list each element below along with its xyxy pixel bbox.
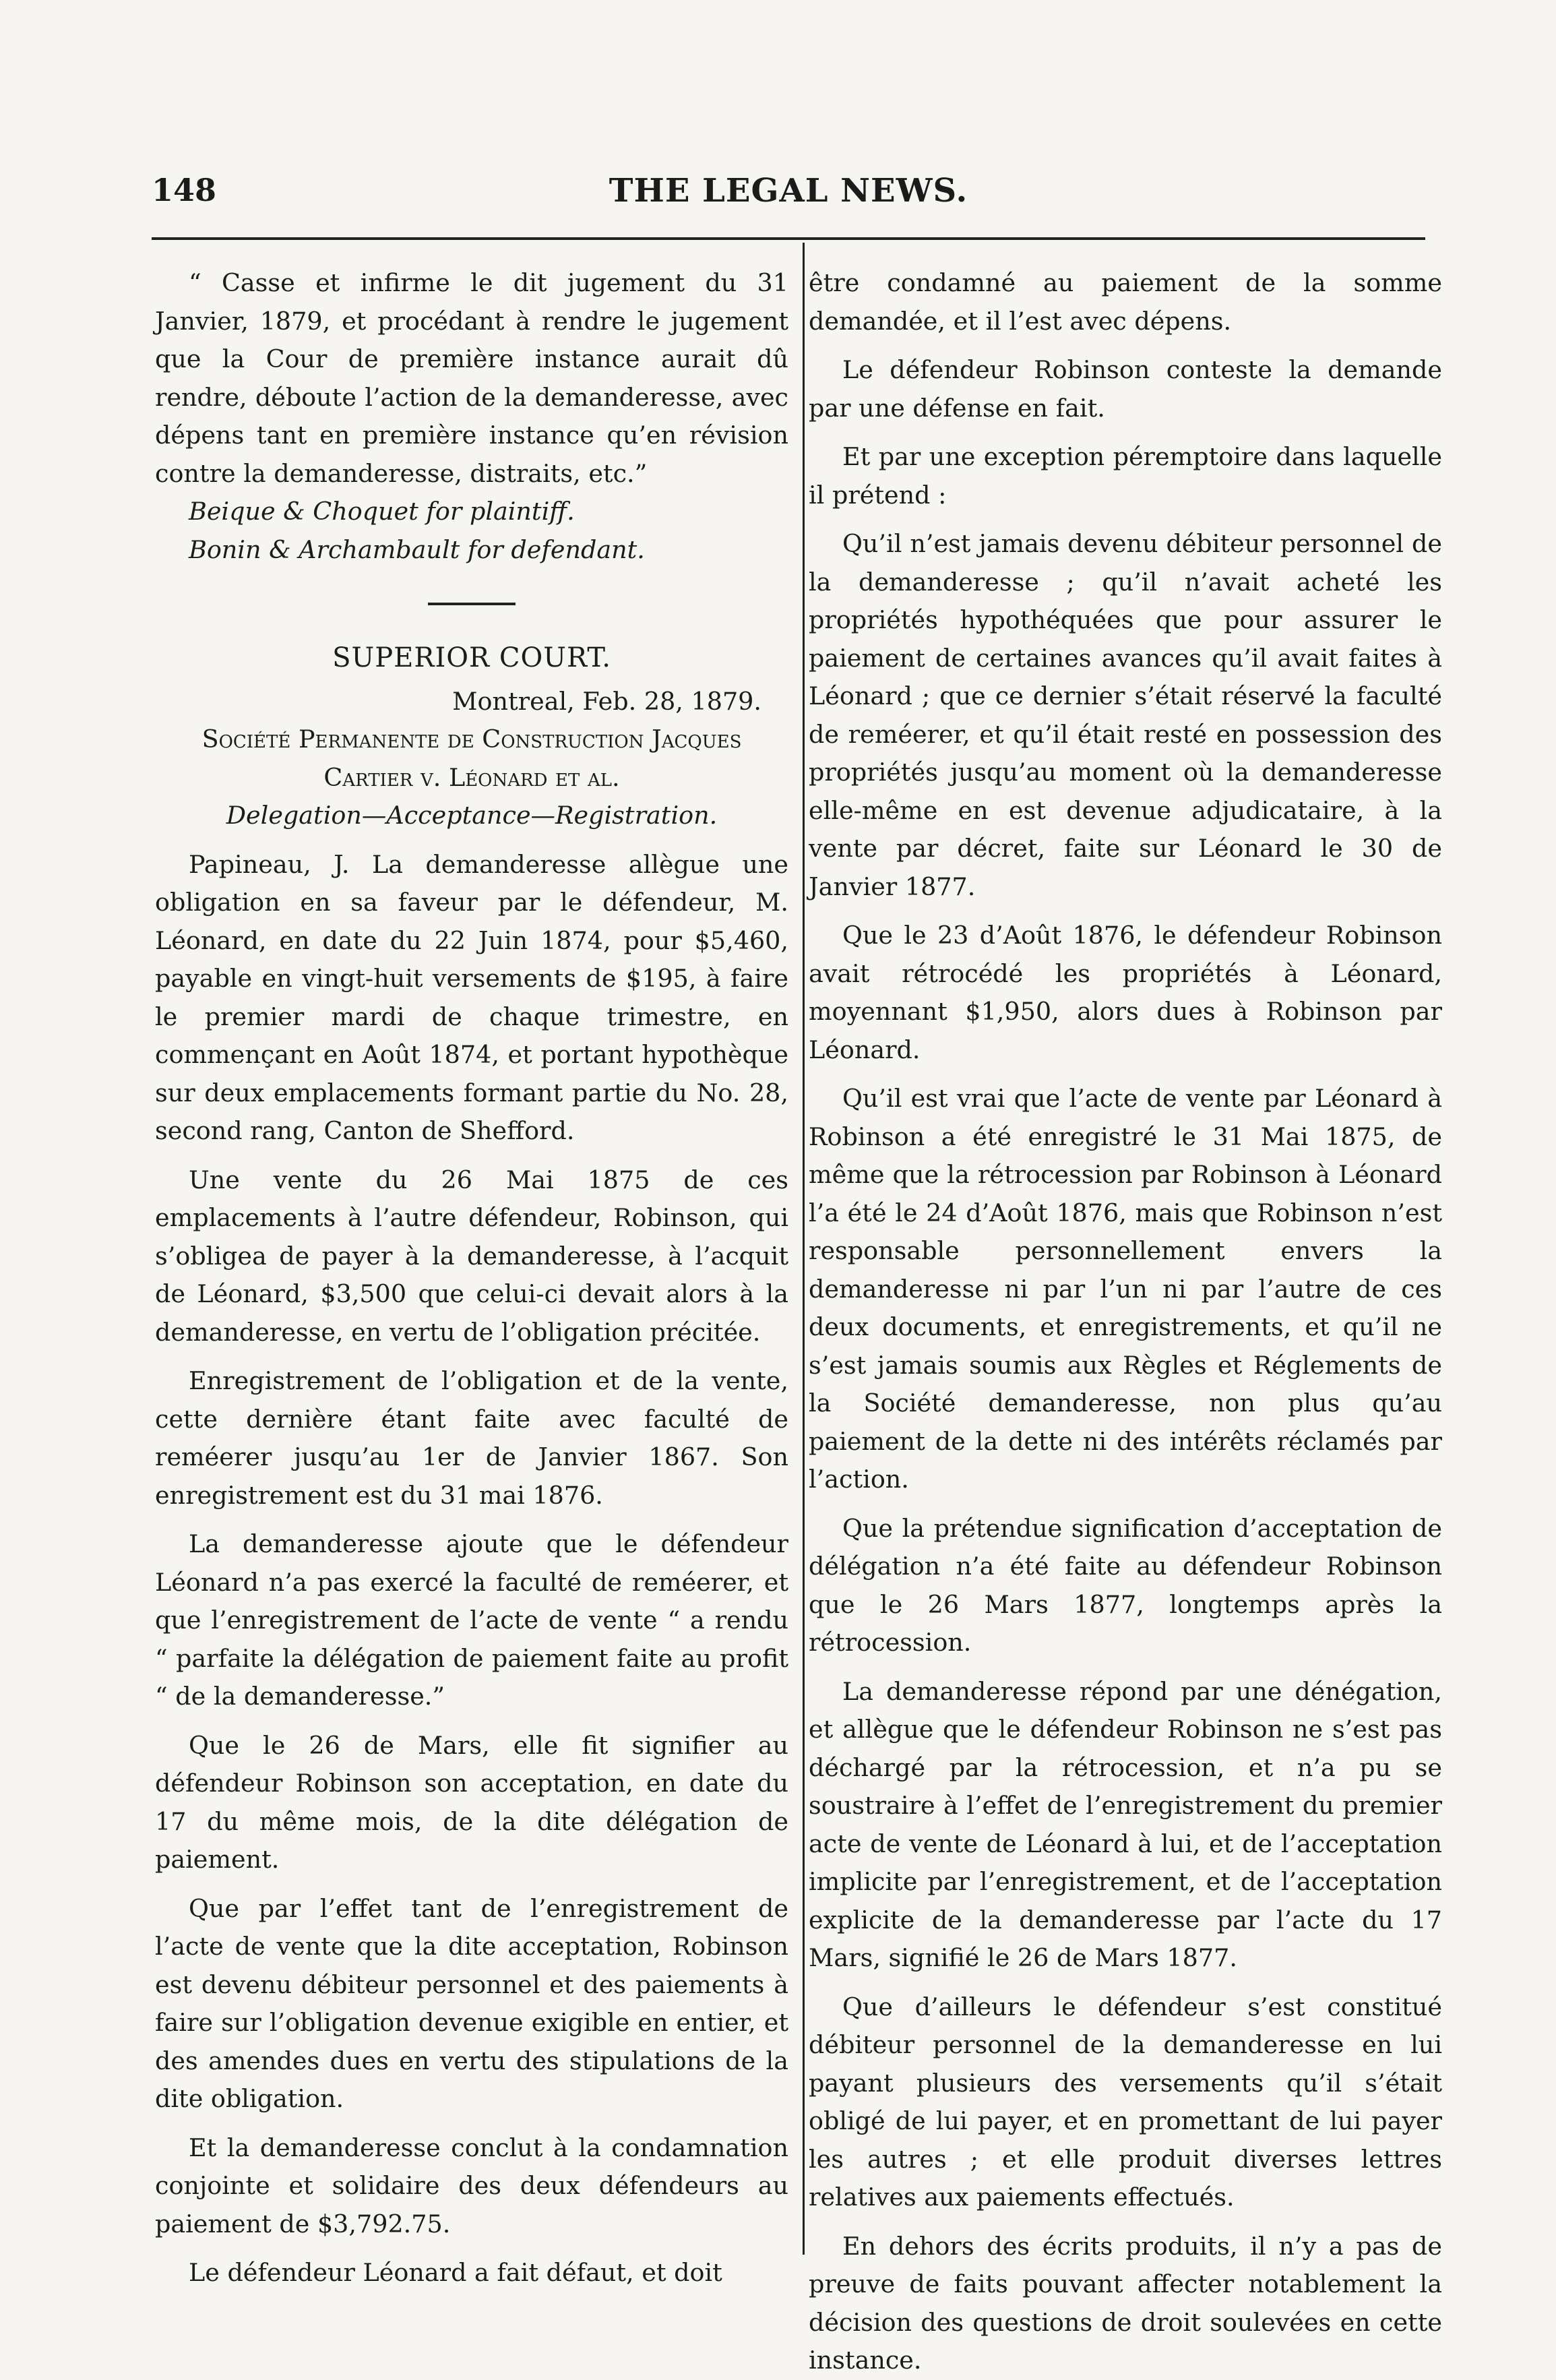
paragraph: La demanderesse répond par une dénégation, et allègue que le défendeur Robinson ne s’est pas déchargé par la rétrocession, et n’a pu se soustraire à l’effet de l’enregistrement du premier acte de vente de Léonard à lui, et de l’acceptation implicite par l’enregistrement, et de l’acceptation explicite de la demanderesse par l’acte du 17 Mars, signifié le 26 de Mars 1877. bbox=[809, 1676, 1442, 1972]
header-rule bbox=[152, 237, 1425, 240]
paragraph: La demanderesse ajoute que le défendeur Léonard n’a pas exercé la faculté de reméerer, et que l’enregistrement de l’acte de vente “ a rendu “ parfaite la délégation de paiement faite au profit “ de la demanderesse.” bbox=[155, 1529, 788, 1711]
paragraph: Que par l’effet tant de l’enregistrement de l’acte de vente que la dite acceptation, Robinson est devenu débiteur personnel et des paiements à faire sur l’obligation devenue exigible en entier, et des amendes dues en vertu des stipulations de la dite obligation. bbox=[155, 1893, 788, 2113]
paragraph: Et par une exception péremptoire dans laquelle il prétend : bbox=[809, 442, 1442, 510]
paragraph: Que la prétendue signification d’acceptation de délégation n’a été faite au défendeur Robinson que le 26 Mars 1877, longtemps après la rétrocession. bbox=[809, 1513, 1442, 1657]
paragraph: Enregistrement de l’obligation et de la vente, cette dernière étant faite avec faculté de reméerer jusqu’au 1er de Janvier 1867. Son enregistrement est du 31 mai 1876. bbox=[155, 1366, 788, 1510]
paragraph: Papineau, J. La demanderesse allègue une obligation en sa faveur par le défendeur, M. Léonard, en date du 22 Juin 1874, pour $5,460, payable en vingt-huit versements de $195, à faire le premier mardi de chaque trimestre, en commençant en Août 1874, et portant hypothèque sur deux emplacements formant partie du No. 28, second rang, Canton de Shefford. bbox=[155, 849, 788, 1145]
paragraph: Que le 23 d’Août 1876, le défendeur Robinson avait rétrocédé les propriétés à Léonard, moyennant $1,950, alors dues à Robinson par Léonard. bbox=[809, 921, 1442, 1064]
right-column bbox=[809, 264, 1442, 2380]
page-number: 148 bbox=[152, 172, 217, 208]
paragraph: En dehors des écrits produits, il n’y a pas de preuve de faits pouvant affecter notablement la décision des questions de droit soulevées en cette instance. bbox=[809, 2231, 1442, 2375]
section-rule bbox=[428, 603, 516, 605]
paragraph: Le défendeur Léonard a fait défaut, et doit bbox=[189, 2258, 722, 2287]
left-column bbox=[155, 264, 788, 2292]
paragraph: Le défendeur Robinson conteste la demande par une défense en fait. bbox=[809, 355, 1442, 423]
paragraph: Que le 26 de Mars, elle fit signifier au défendeur Robinson son acceptation, en date du 17 du même mois, de la dite délégation de paiement. bbox=[155, 1730, 788, 1874]
court-title: SUPERIOR COURT. bbox=[332, 642, 611, 673]
page-header bbox=[152, 172, 1425, 219]
paragraph: Et la demanderesse conclut à la condamnation conjointe et solidaire des deux défendeurs au paiement de $3,792.75. bbox=[155, 2133, 788, 2238]
dateline: Montreal, Feb. 28, 1879. bbox=[452, 686, 761, 716]
paragraph: être condamné au paiement de la somme demandée, et il l’est avec dépens. bbox=[809, 268, 1442, 336]
paragraph: Qu’il est vrai que l’acte de vente par Léonard à Robinson a été enregistré le 31 Mai 1875, de même que la rétrocession par Robinson à Léonard l’a été le 24 d’Août 1876, mais que Robinson n’est responsable personnellement envers la demanderesse ni par l’un ni par l’autre de ces deux documents, et enregistrements, et qu’il ne s’est jamais soumis aux Règles et Réglements de la Société demanderesse, non plus qu’au paiement de la dette ni des intérêts réclamés par l’action. bbox=[809, 1084, 1442, 1494]
counsel-plaintiff: Beique & Choquet for plaintiff. bbox=[189, 497, 575, 526]
paragraph: Qu’il n’est jamais devenu débiteur personnel de la demanderesse ; qu’il n’avait acheté les propriétés hypothéquées que pour assurer le paiement de certaines avances qu’il avait faites à Léonard ; que ce dernier s’était réservé la faculté de reméerer, et qu’il était resté en possession des propriétés jusqu’au moment où la demanderesse elle-même en est devenue adjudicataire, à la vente par décret, faite sur Léonard le 30 de Janvier 1877. bbox=[809, 529, 1442, 901]
paragraph: Que d’ailleurs le défendeur s’est constitué débiteur personnel de la demanderesse en lui payant plusieurs des versements qu’il s’était obligé de lui payer, et en promettant de lui payer les autres ; et elle produit diverses lettres relatives aux paiements effectués. bbox=[809, 1992, 1442, 2211]
column-divider bbox=[803, 243, 805, 2255]
counsel-defendant: Bonin & Archambault for defendant. bbox=[189, 535, 645, 564]
paragraph: Une vente du 26 Mai 1875 de ces emplacements à l’autre défendeur, Robinson, qui s’obligea de payer à la demanderesse, à l’acquit de Léonard, $3,500 que celui-ci devait alors à la demanderesse, en vertu de l’obligation précitée. bbox=[155, 1165, 788, 1347]
case-title: Société Permanente de Construction Jacques Cartier v. Léonard et al. bbox=[201, 725, 742, 792]
paragraph: “ Casse et infirme le dit jugement du 31 Janvier, 1879, et procédant à rendre le jugement que la Cour de première instance aurait dû rendre, déboute l’action de la demanderesse, avec dépens tant en première instance qu’en révision contre la demanderesse, distraits, etc.” bbox=[155, 268, 788, 488]
case-subject: Delegation—Acceptance—Registration. bbox=[226, 801, 718, 830]
journal-title: THE LEGAL NEWS. bbox=[609, 172, 968, 210]
